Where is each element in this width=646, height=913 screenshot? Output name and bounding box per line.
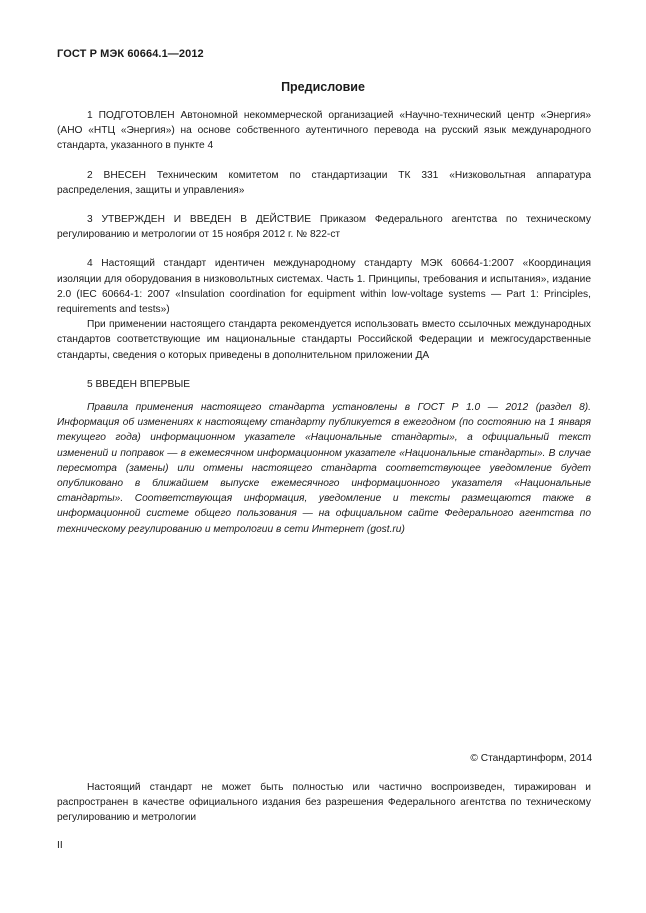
item-approved: 3 УТВЕРЖДЕН И ВВЕДЕН В ДЕЙСТВИЕ Приказом Федерального агентства по техническому регулированию и метрологии от 15 ноября 2012 г. № 822-ст bbox=[57, 214, 591, 241]
application-rules-text: Правила применения настоящего стандарта установлены в ГОСТ Р 1.0 — 2012 (раздел 8). Информация об изменениях к настоящему стандарту публикуется в ежегодном (по состоянию на 1 января текущего года) информационном указателе «Национальные стандарты», а официальный текст изменений и поправок — в ежемесячном информационном указателе «Национальные стандарты». В случае пересмотра (замены) или отмены настоящего стандарта соответствующее уведомление будет опубликовано в ближайшем выпуске ежемесячного информационного указателя «Национальные стандарты». Соответствующая информация, уведомление и тексты размещаются также в информационной системе общего пользования — на официальном сайте Федерального агентства по техническому регулированию и метрологии в сети Интернет (gost.ru) bbox=[57, 402, 591, 535]
foreword-body bbox=[57, 108, 591, 392]
copyright-line: © Стандартинформ, 2014 bbox=[470, 753, 592, 764]
reproduction-notice bbox=[57, 780, 591, 826]
foreword-title: Предисловие bbox=[281, 80, 365, 94]
standard-code-header: ГОСТ Р МЭК 60664.1—2012 bbox=[57, 48, 204, 60]
item-application-note: При применении настоящего стандарта рекомендуется использовать вместо ссылочных международных стандартов соответствующие им национальные стандарты Российской Федерации и межгосударственные стандарты, сведения о которых приведены в дополнительном приложении ДА bbox=[57, 319, 591, 361]
item-introduced: 2 ВНЕСЕН Техническим комитетом по стандартизации ТК 331 «Низковольтная аппаратура распределения, защиты и управления» bbox=[57, 169, 591, 196]
item-identical: 4 Настоящий стандарт идентичен международному стандарту МЭК 60664-1:2007 «Координация изоляции для оборудования в низковольтных системах. Часть 1. Принципы, требования и испытания», издание 2.0 (IEC 60664-1: 2007 «Insulation coordination for equipment within low-voltage systems — Part 1: Principles, requirements and tests») bbox=[57, 258, 591, 316]
page-number: II bbox=[57, 840, 63, 851]
item-first-introduced: 5 ВВЕДЕН ВПЕРВЫЕ bbox=[87, 378, 191, 390]
reproduction-notice-text: Настоящий стандарт не может быть полностью или частично воспроизведен, тиражирован и распространен в качестве официального издания без разрешения Федерального агентства по техническому регулированию и метрологии bbox=[57, 782, 591, 824]
item-prepared: 1 ПОДГОТОВЛЕН Автономной некоммерческой организацией «Научно-технический центр «Энергия» (АНО «НТЦ «Энергия») на основе собственного аутентичного перевода на русский язык международного стандарта, указанного в пункте 4 bbox=[57, 110, 591, 152]
application-rules-note bbox=[57, 400, 591, 537]
